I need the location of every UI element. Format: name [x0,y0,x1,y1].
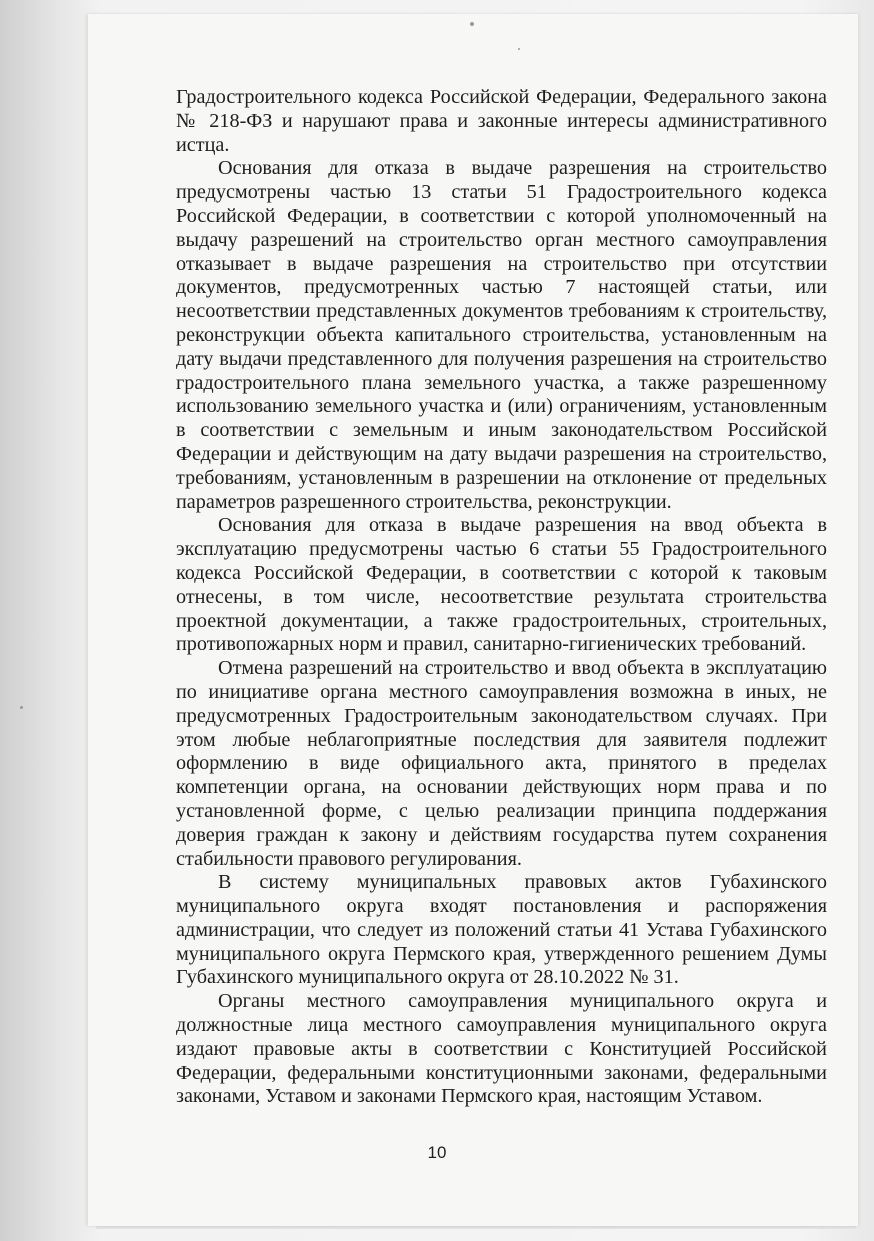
paragraph-building-permit-refusal: Основания для отказа в выдаче разрешения на строительство предусмотрены частью 13 статьи 51 Градостроительного кодекса Российской Федерации, в соответствии с которой уполномоченный на выдачу разрешений на строительство орган местного самоуправления отказывает в выдаче разрешения на строительство при отсутствии документов, предусмотренных частью 7 настоящей статьи, или несоответствии представленных документов требованиям к строительству, реконструкции объекта капитального строительства, установленным на дату выдачи представленного для получения разрешения на строительство градостроительного плана земельного участка, а также разрешенному использованию земельного участка и (или) ограничениям, установленным в соответствии с земельным и иным законодательством Российской Федерации и действующим на дату выдачи разрешения на строительство, требованиям, установленным в разрешении на отклонение от предельных параметров разрешенного строительства, реконструкции. [176,157,827,513]
paragraph-legal-acts: Органы местного самоуправления муниципального округа и должностные лица местного самоуправления муниципального округа издают правовые акты в соответствии с Конституцией Российской Федерации, федеральными конституционными законами, федеральными законами, Уставом и законами Пермского края, настоящим Уставом. [176,990,827,1108]
paragraph-municipal-acts: В систему муниципальных правовых актов Губахинского муниципального округа входят постановления и распоряжения администрации, что следует из положений статьи 41 Устава Губахинского муниципального округа Пермского края, утвержденного решением Думы Губахинского муниципального округа от 28.10.2022 № 31. [176,871,827,989]
paragraph-continuation: Градостроительного кодекса Российской Федерации, Федерального закона № 218-ФЗ и нарушают права и законные интересы административного истца. [176,86,827,156]
paragraph-permit-cancellation: Отмена разрешений на строительство и ввод объекта в эксплуатацию по инициативе органа местного самоуправления возможна в иных, не предусмотренных Градостроительным законодательством случаях. При этом любые неблагоприятные последствия для заявителя подлежит оформлению в виде официального акта, принятого в пределах компетенции органа, на основании действующих норм права и по установленной форме, с целью реализации принципа поддержания доверия граждан к закону и действиям государства путем сохранения стабильности правового регулирования. [176,657,827,870]
page-number: 10 [427,1143,447,1162]
document-body [176,86,827,1109]
scan-speck [518,48,520,50]
scan-speck [470,22,474,26]
paragraph-commissioning-refusal: Основания для отказа в выдаче разрешения на ввод объекта в эксплуатацию предусмотрены частью 6 статьи 55 Градостроительного кодекса Российской Федерации, в соответствии с которой к таковым отнесены, в том числе, несоответствие результата строительства проектной документации, а также градостроительных, строительных, противопожарных норм и правил, санитарно-гигиенических требований. [176,514,827,656]
scan-speck [20,706,23,709]
